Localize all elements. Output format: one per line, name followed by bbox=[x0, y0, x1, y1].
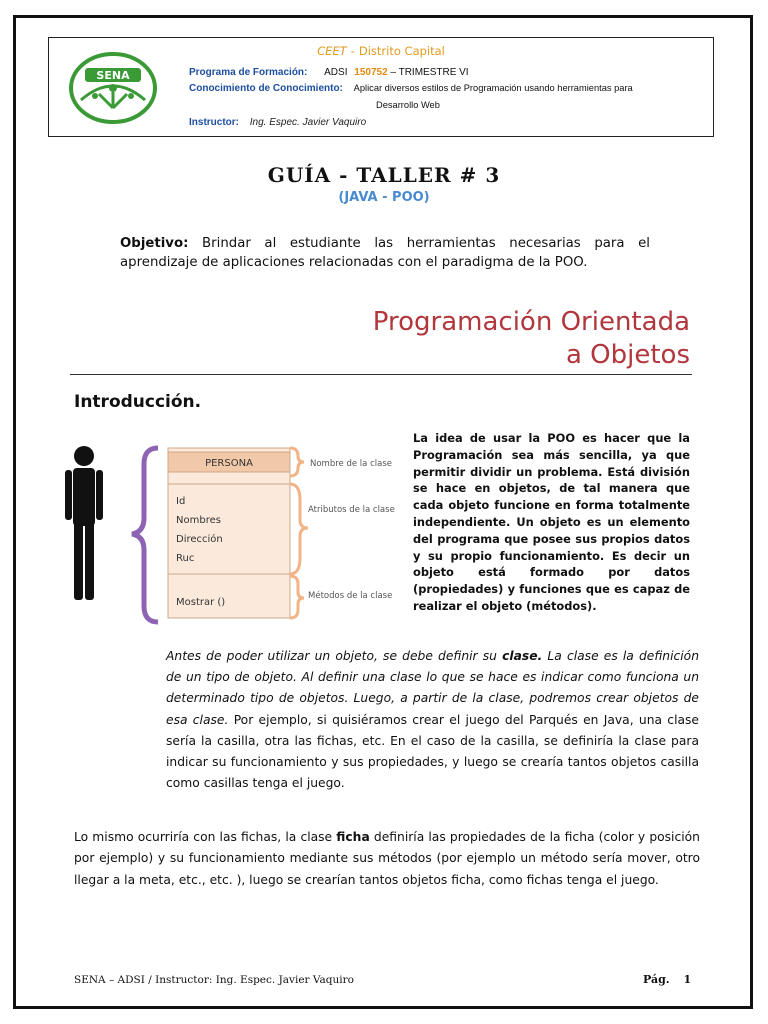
ceet-separator: - bbox=[350, 44, 355, 58]
objective-paragraph bbox=[120, 234, 650, 272]
class-def-bold: clase. bbox=[502, 649, 543, 663]
page-number: 1 bbox=[683, 973, 692, 986]
knowledge-value-line2: Desarrollo Web bbox=[376, 100, 440, 110]
purple-brace-icon bbox=[132, 448, 158, 622]
footer-left-text: SENA – ADSI / Instructor: Ing. Espec. Javier Vaquiro bbox=[74, 974, 354, 986]
program-prefix: ADSI bbox=[324, 67, 348, 78]
document-header bbox=[48, 37, 714, 137]
class-name-text: PERSONA bbox=[205, 458, 253, 469]
intro-heading: Introducción. bbox=[74, 392, 202, 412]
instructor-value: Ing. Espec. Javier Vaquiro bbox=[249, 117, 367, 128]
attr-direccion-text: Dirección bbox=[176, 534, 223, 545]
program-suffix: – TRIMESTRE VI bbox=[390, 67, 469, 78]
class-def-part2: La clase es la definición de un tipo de objeto. Al definir una clase lo que se hace es indicar como funciona un determinado tipo de objetos. Luego, a partir de la clase, podremos crear objetos de esa clase. bbox=[166, 649, 700, 727]
label-class-attrs: Atributos de la clase bbox=[308, 505, 395, 515]
fichas-part1: Lo mismo ocurriría con las fichas, la clase bbox=[74, 830, 333, 844]
logo-text: SENA bbox=[96, 69, 130, 82]
class-def-part3: Por ejemplo, si quisiéramos crear el juego del Parqués en Java, una clase sería la casilla, otra las fichas, etc. En el caso de la casilla, se definiría la clase para indicar su funcionamiento y sus propiedades, y luego se crearía tantos objetos casilla como casillas tenga el juego. bbox=[166, 712, 699, 791]
orange-brace-attrs-icon bbox=[290, 484, 308, 574]
label-class-name: Nombre de la clase bbox=[310, 459, 392, 469]
program-row bbox=[189, 67, 469, 78]
district-label: Distrito Capital bbox=[358, 44, 445, 58]
instructor-row bbox=[189, 117, 366, 128]
poo-intro-paragraph: La idea de usar la POO es hacer que la Programación sea más sencilla, ya que permitir dividir un problema. Está división se hace en objetos, de tal manera que cada objeto funcione en forma totalmente independiente. Un objeto es un elemento del programa que posee sus propios datos y su propio funcionamiento. Es decir un objeto está formado por datos (propiedades) y funciones que es capaz de realizar el objeto (métodos). bbox=[413, 431, 690, 613]
program-label: Programa de Formación: bbox=[189, 67, 308, 78]
orange-brace-methods-icon bbox=[290, 576, 304, 618]
guide-subtitle: (JAVA - POO) bbox=[338, 190, 430, 205]
fichas-paragraph bbox=[74, 827, 700, 891]
fichas-part2: definiría las propiedades de la ficha (color y posición por ejemplo) y su funcionamiento mediante sus métodos (por ejemplo un método sería mover, otro llegar a la meta, etc., etc. ), luego se crearían tantos objetos ficha, como fichas tenga el juego. bbox=[74, 830, 700, 887]
class-diagram bbox=[62, 434, 402, 630]
attr-nombres-text: Nombres bbox=[176, 515, 221, 526]
program-code: 150752 bbox=[354, 67, 388, 78]
label-class-methods: Métodos de la clase bbox=[308, 591, 393, 601]
knowledge-label: Conocimiento de Conocimiento: bbox=[189, 83, 343, 94]
attr-id-text: Id bbox=[176, 496, 186, 507]
knowledge-row bbox=[189, 83, 633, 94]
method-mostrar-text: Mostrar () bbox=[176, 597, 226, 608]
ceet-label: CEET bbox=[317, 44, 347, 58]
orange-brace-name-icon bbox=[290, 448, 304, 476]
knowledge-value-line1: Aplicar diversos estilos de Programación usando herramientas para bbox=[353, 83, 633, 93]
big-title-line2: a Objetos bbox=[565, 340, 690, 370]
instructor-label: Instructor: bbox=[189, 117, 239, 128]
section-big-title bbox=[373, 306, 690, 372]
page-label: Pág. bbox=[643, 973, 670, 986]
attr-ruc-text: Ruc bbox=[176, 553, 195, 564]
objective-text: Brindar al estudiante las herramientas necesarias para el aprendizaje de aplicaciones relacionadas con el paradigma de la POO. bbox=[120, 236, 650, 270]
class-definition-paragraph bbox=[166, 646, 699, 794]
fichas-bold: ficha bbox=[336, 830, 370, 844]
big-title-line1: Programación Orientada bbox=[372, 307, 690, 337]
footer-page bbox=[643, 973, 691, 986]
guide-title: GUÍA - TALLER # 3 bbox=[267, 163, 501, 187]
title-divider bbox=[70, 374, 692, 375]
person-icon bbox=[65, 446, 103, 600]
ceet-heading bbox=[49, 44, 713, 58]
sena-logo-icon bbox=[69, 52, 157, 124]
objective-label: Objetivo: bbox=[120, 236, 189, 251]
class-def-part1: Antes de poder utilizar un objeto, se debe definir su bbox=[166, 649, 497, 663]
